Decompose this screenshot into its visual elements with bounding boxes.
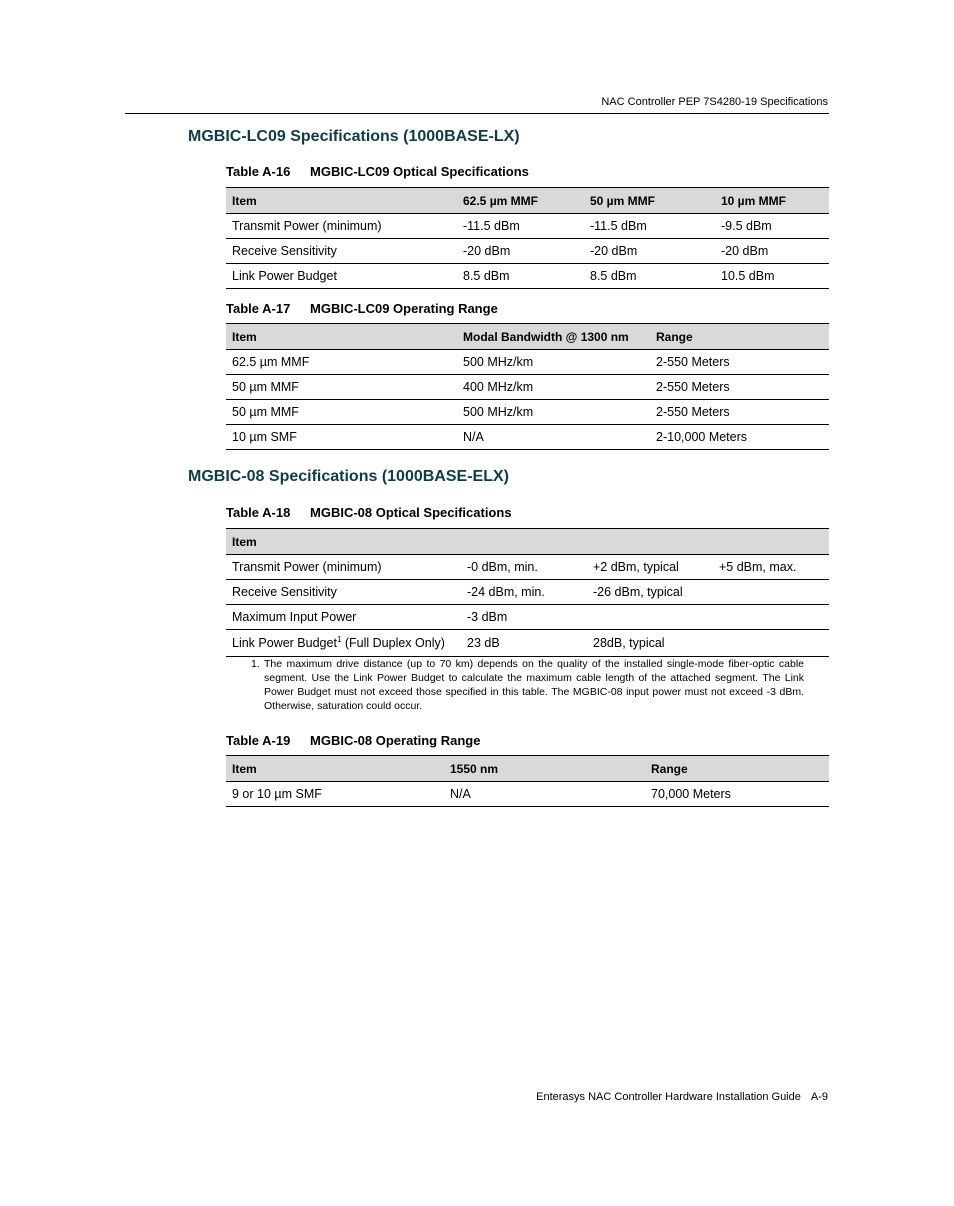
table-row (226, 425, 829, 450)
column-header (713, 529, 829, 555)
footer-title: Enterasys NAC Controller Hardware Installation Guide (536, 1091, 801, 1103)
table-cell: N/A (457, 425, 650, 450)
table-cell: 2-550 Meters (650, 400, 829, 425)
table-cell: -0 dBm, min. (461, 555, 587, 580)
table-title: MGBIC-08 Optical Specifications (310, 505, 512, 520)
table-title: MGBIC-LC09 Operating Range (310, 301, 498, 316)
table-cell: 70,000 Meters (645, 782, 829, 807)
table-cell: 28dB, typical (587, 630, 713, 657)
table-cell: 10.5 dBm (715, 264, 829, 289)
column-header: Item (226, 529, 461, 555)
table-caption-a17 (226, 301, 498, 316)
table-row (226, 239, 829, 264)
table-cell: 500 MHz/km (457, 400, 650, 425)
table-cell: -11.5 dBm (584, 214, 715, 239)
table-cell: -9.5 dBm (715, 214, 829, 239)
table-cell (587, 605, 713, 630)
table-title: MGBIC-08 Operating Range (310, 733, 481, 748)
table-cell: 2-10,000 Meters (650, 425, 829, 450)
table-cell: 400 MHz/km (457, 375, 650, 400)
table-row (226, 350, 829, 375)
table-cell: 50 µm MMF (226, 400, 457, 425)
running-header: NAC Controller PEP 7S4280-19 Specifications (601, 96, 828, 108)
table-a19 (226, 755, 829, 807)
table-cell: Transmit Power (minimum) (226, 555, 461, 580)
table-cell: +5 dBm, max. (713, 555, 829, 580)
table-row (226, 264, 829, 289)
section-title-lc09: MGBIC-LC09 Specifications (1000BASE-LX) (188, 128, 520, 145)
table-cell: -20 dBm (584, 239, 715, 264)
column-header (587, 529, 713, 555)
cell-text: (Full Duplex Only) (341, 636, 445, 650)
header-rule (125, 113, 829, 114)
column-header: 62.5 µm MMF (457, 188, 584, 214)
column-header: Item (226, 188, 457, 214)
table-row (226, 630, 829, 657)
column-header: Modal Bandwidth @ 1300 nm (457, 324, 650, 350)
table-cell: 62.5 µm MMF (226, 350, 457, 375)
section-title-08: MGBIC-08 Specifications (1000BASE-ELX) (188, 468, 509, 485)
table-number: Table A-18 (226, 505, 291, 520)
table-cell (226, 630, 461, 657)
table-cell: Transmit Power (minimum) (226, 214, 457, 239)
table-row (226, 605, 829, 630)
table-cell: N/A (444, 782, 645, 807)
table-cell: Maximum Input Power (226, 605, 461, 630)
column-header: 1550 nm (444, 756, 645, 782)
footnote-number: 1. (251, 658, 260, 670)
table-row (226, 782, 829, 807)
table-number: Table A-16 (226, 164, 291, 179)
table-caption-a18 (226, 505, 512, 520)
column-header: Item (226, 756, 444, 782)
table-header-row (226, 756, 829, 782)
running-footer (536, 1091, 828, 1103)
table-number: Table A-19 (226, 733, 291, 748)
table-cell: -3 dBm (461, 605, 587, 630)
table-cell: 10 µm SMF (226, 425, 457, 450)
table-cell: +2 dBm, typical (587, 555, 713, 580)
table-cell: 2-550 Meters (650, 375, 829, 400)
table-number: Table A-17 (226, 301, 291, 316)
table-cell: 23 dB (461, 630, 587, 657)
table-cell: 9 or 10 µm SMF (226, 782, 444, 807)
table-cell: 500 MHz/km (457, 350, 650, 375)
column-header: 10 µm MMF (715, 188, 829, 214)
column-header: Range (650, 324, 829, 350)
table-header-row (226, 188, 829, 214)
table-cell: Receive Sensitivity (226, 580, 461, 605)
table-cell: 8.5 dBm (457, 264, 584, 289)
table-cell: -20 dBm (457, 239, 584, 264)
table-cell: Link Power Budget (226, 264, 457, 289)
table-header-row (226, 529, 829, 555)
table-cell: 50 µm MMF (226, 375, 457, 400)
table-cell: -26 dBm, typical (587, 580, 713, 605)
table-a16 (226, 187, 829, 289)
cell-text: Link Power Budget (232, 636, 337, 650)
footnote-text: The maximum drive distance (up to 70 km) depends on the quality of the installed single-mode fiber-optic cable segment. Use the Link Power Budget to calculate the maximum cable length of the attached segment. The Link Power Budget must not exceed those specified in this table. The MGBIC-08 input power must not exceed -3 dBm. Otherwise, saturation could occur. (264, 658, 804, 712)
column-header: Range (645, 756, 829, 782)
table-cell (713, 630, 829, 657)
table-row (226, 214, 829, 239)
column-header: 50 µm MMF (584, 188, 715, 214)
column-header: Item (226, 324, 457, 350)
column-header (461, 529, 587, 555)
page-number: A-9 (810, 1091, 828, 1103)
table-cell: 2-550 Meters (650, 350, 829, 375)
table-footnote (252, 657, 804, 713)
table-a17 (226, 323, 829, 450)
table-row (226, 555, 829, 580)
footnote-reference[interactable]: 1 (336, 634, 342, 644)
table-cell: -20 dBm (715, 239, 829, 264)
table-title: MGBIC-LC09 Optical Specifications (310, 164, 529, 179)
table-header-row (226, 324, 829, 350)
table-cell (713, 580, 829, 605)
table-cell: -11.5 dBm (457, 214, 584, 239)
table-a18 (226, 528, 829, 657)
table-row (226, 580, 829, 605)
table-cell: Receive Sensitivity (226, 239, 457, 264)
table-caption-a19 (226, 733, 480, 748)
table-row (226, 375, 829, 400)
table-row (226, 400, 829, 425)
table-cell: -24 dBm, min. (461, 580, 587, 605)
table-caption-a16 (226, 164, 529, 179)
table-cell: 8.5 dBm (584, 264, 715, 289)
table-cell (713, 605, 829, 630)
